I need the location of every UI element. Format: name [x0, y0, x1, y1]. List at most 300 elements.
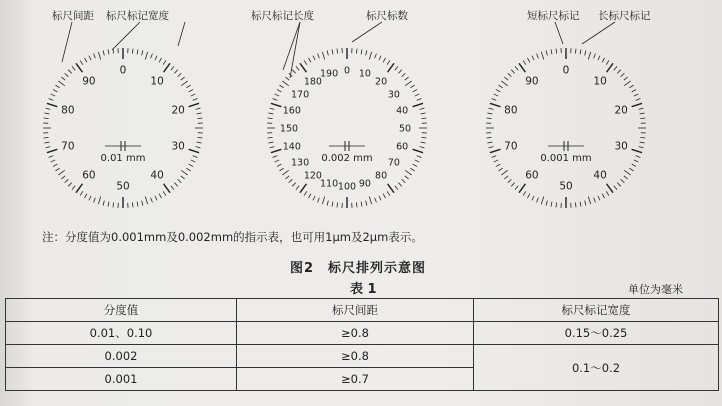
scale-tick: [640, 142, 645, 143]
label-mark-length: 标尺标记长度: [251, 10, 314, 22]
scale-tick: [151, 54, 153, 59]
scale-tick: [282, 81, 288, 86]
scale-tick: [413, 149, 423, 152]
label-short-mark: 短标尺标记: [527, 10, 580, 22]
scale-tick: [282, 170, 288, 175]
scale-tick: [268, 137, 273, 138]
scale-tick: [496, 164, 500, 166]
scale-tick: [405, 77, 409, 80]
scale-tick: [80, 60, 83, 64]
scale-tick: [155, 196, 157, 201]
scale-tick: [421, 142, 426, 143]
scale-tick: [271, 149, 281, 152]
scale-tick: [51, 160, 56, 162]
scale-tick: [504, 77, 508, 80]
dial-numeral: 90: [358, 178, 371, 190]
scale-tick: [556, 49, 557, 54]
scale-tick: [634, 94, 639, 96]
scale-tick: [515, 186, 518, 190]
dial-numeral: 60: [82, 169, 96, 182]
scale-tick: [395, 66, 398, 70]
scale-tick: [629, 168, 633, 171]
scale-tick: [171, 186, 174, 190]
scale-tick: [492, 156, 497, 158]
scale-tick: [413, 103, 423, 106]
scale-tick: [322, 196, 324, 204]
scale-tick: [103, 51, 104, 56]
scale-tick: [145, 196, 147, 204]
scale-tick: [624, 77, 628, 80]
scale-tick: [44, 142, 49, 143]
dial-numeral: 10: [358, 68, 371, 80]
scale-tick: [492, 99, 497, 101]
scale-tick: [602, 194, 604, 198]
scale-tick: [89, 56, 91, 61]
scale-tick: [108, 49, 109, 54]
dial-numeral: 70: [61, 140, 75, 153]
scale-tick: [268, 142, 273, 143]
scale-tick: [61, 176, 65, 179]
scale-tick: [72, 186, 75, 190]
scale-tick: [318, 198, 320, 203]
scale-tick: [181, 176, 185, 179]
scale-tick: [181, 170, 187, 175]
scale-tick: [191, 94, 196, 96]
spec-table: [5, 298, 719, 391]
scale-tick: [145, 52, 147, 60]
dial-numeral: 100: [337, 181, 357, 193]
scale-tick: [551, 49, 552, 54]
dial-numeral: 140: [282, 141, 301, 153]
scale-tick: [580, 202, 581, 207]
scale-tick: [405, 176, 409, 179]
scale-tick: [632, 89, 636, 91]
scale-tick: [369, 52, 371, 60]
scale-tick: [588, 196, 590, 204]
scale-tick: [415, 94, 420, 96]
scale-tick: [606, 191, 609, 195]
scale-tick: [417, 99, 422, 101]
scale-tick: [68, 70, 71, 74]
scale-tick: [487, 137, 492, 138]
dial-numeral: 50: [116, 180, 130, 193]
scale-tick: [189, 103, 199, 106]
scale-tick: [361, 49, 362, 54]
callout-leader: [112, 22, 140, 50]
callout-leader: [352, 22, 382, 42]
header-division: 分度值: [6, 299, 237, 322]
header-spacing: 标尺间距: [237, 299, 474, 322]
figure-caption: 图2 标尺排列示意图: [290, 261, 427, 276]
scale-tick: [508, 73, 512, 76]
scale-tick: [174, 183, 177, 187]
scale-tick: [614, 66, 617, 70]
scale-tick: [47, 149, 57, 152]
scale-tick: [413, 164, 417, 166]
scale-tick: [594, 54, 596, 59]
scale-tick: [383, 58, 385, 62]
scale-tick: [76, 63, 82, 72]
dial-numeral: 40: [150, 169, 164, 182]
scale-tick: [496, 89, 500, 91]
scale-tick: [356, 49, 357, 54]
dial-numeral: 60: [396, 141, 409, 153]
scale-tick: [270, 108, 275, 109]
cell-division: 0.001: [6, 368, 237, 391]
scale-tick: [55, 85, 59, 88]
scale-tick: [275, 94, 280, 96]
scale-tick: [537, 198, 539, 203]
scale-tick: [487, 113, 492, 114]
scale-tick: [332, 49, 333, 54]
scale-tick: [171, 66, 174, 70]
scale-tick: [640, 137, 645, 138]
scale-tick: [634, 160, 639, 162]
scale-tick: [532, 56, 534, 61]
scale-tick: [65, 73, 69, 76]
scale-tick: [607, 184, 613, 193]
dial-numeral: 0: [343, 65, 351, 77]
scale-tick: [420, 108, 425, 109]
scale-tick: [189, 164, 193, 166]
scale-tick: [292, 70, 295, 74]
scale-tick: [405, 170, 411, 175]
scale-tick: [296, 66, 299, 70]
dial-numeral: 190: [320, 68, 339, 80]
scale-tick: [546, 201, 547, 206]
scale-tick: [541, 196, 543, 204]
scale-tick: [49, 156, 54, 158]
scale-tick: [402, 73, 406, 76]
scale-tick: [337, 49, 338, 54]
scale-tick: [551, 202, 552, 207]
scale-tick: [489, 147, 494, 148]
scale-tick: [585, 51, 586, 56]
scale-tick: [275, 160, 280, 162]
scale-tick: [163, 60, 166, 64]
scale-tick: [501, 81, 507, 86]
scale-tick: [137, 202, 138, 207]
scale-tick: [196, 108, 201, 109]
scale-tick: [53, 164, 57, 166]
scale-tick: [639, 147, 644, 148]
scale-tick: [327, 201, 328, 206]
scale-tick: [89, 196, 91, 201]
scale-tick: [511, 183, 514, 187]
scale-tick: [159, 58, 161, 62]
scale-tick: [498, 168, 502, 171]
scale-tick: [410, 85, 414, 88]
scale-tick: [98, 52, 100, 60]
scale-tick: [58, 81, 64, 86]
dial-numeral: 60: [525, 169, 539, 182]
dial-numeral: 20: [171, 104, 185, 117]
label-numerals: 标尺标数: [366, 10, 408, 22]
dial-numeral: 40: [593, 169, 607, 182]
scale-tick: [501, 170, 507, 175]
scale-tick: [132, 202, 133, 207]
scale-tick: [498, 85, 502, 88]
scale-tick: [271, 103, 281, 106]
scale-tick: [94, 54, 96, 59]
scale-tick: [304, 60, 307, 64]
scale-tick: [639, 108, 644, 109]
scale-tick: [273, 156, 278, 158]
scale-tick: [304, 191, 307, 195]
scale-tick: [490, 103, 500, 106]
scale-tick: [402, 179, 406, 182]
dial-numeral: 10: [593, 75, 607, 88]
scale-tick: [142, 201, 143, 206]
scale-tick: [632, 164, 636, 166]
cell-spacing: ≥0.8: [237, 345, 474, 368]
dial-numeral: 10: [150, 75, 164, 88]
scale-tick: [279, 168, 283, 171]
scale-tick: [523, 191, 526, 195]
table-unit: 单位为毫米: [628, 283, 683, 296]
label-spacing: 标尺间距: [52, 10, 94, 22]
scale-tick: [632, 103, 642, 106]
scale-tick: [556, 202, 557, 207]
scale-tick: [113, 202, 114, 207]
scale-tick: [49, 99, 54, 101]
scale-tick: [594, 198, 596, 203]
label-mark-width: 标尺标记宽度: [106, 10, 169, 22]
scale-tick: [163, 191, 166, 195]
cell-spacing: ≥0.7: [237, 368, 474, 391]
cell-spacing: ≥0.8: [237, 322, 474, 345]
scale-tick: [84, 194, 86, 198]
scale-tick: [308, 194, 310, 198]
dial-numeral: 50: [559, 180, 573, 193]
scale-tick: [585, 201, 586, 206]
scale-tick: [51, 94, 56, 96]
dial-numeral: 90: [525, 75, 539, 88]
scale-tick: [186, 85, 190, 88]
cell-width: 0.15～0.25: [474, 322, 719, 345]
scale-tick: [308, 58, 310, 62]
dial-numeral: 120: [303, 170, 322, 182]
scale-tick: [508, 179, 512, 182]
scale-tick: [388, 184, 394, 193]
scale-tick: [285, 176, 289, 179]
figure-note: 注：分度值为0.001mm及0.002mm的指示表，也可用1μm及2μm表示。: [42, 230, 423, 244]
scale-tick: [617, 183, 620, 187]
scale-tick: [541, 52, 543, 60]
scale-tick: [47, 103, 57, 106]
scale-tick: [588, 52, 590, 60]
scale-tick: [621, 73, 625, 76]
scale-tick: [532, 196, 534, 201]
scale-tick: [270, 147, 275, 148]
scale-tick: [332, 202, 333, 207]
scale-tick: [68, 183, 71, 187]
dial-numeral: 70: [387, 157, 400, 169]
scale-tick: [197, 113, 202, 114]
scale-tick: [395, 186, 398, 190]
scale-tick: [137, 49, 138, 54]
scale-tick: [607, 63, 613, 72]
scale-tick: [178, 73, 182, 76]
scale-tick: [197, 137, 202, 138]
cell-width: 0.1～0.2: [474, 345, 719, 391]
scale-tick: [489, 108, 494, 109]
dial-numeral: 150: [279, 123, 299, 135]
scale-tick: [151, 198, 153, 203]
scale-tick: [421, 113, 426, 114]
scale-tick: [181, 81, 187, 86]
scale-tick: [515, 66, 518, 70]
scale-tick: [398, 183, 401, 187]
dial-unit-label: 0.01 mm: [100, 153, 146, 164]
scale-tick: [268, 113, 273, 114]
scale-tick: [193, 99, 198, 101]
scale-tick: [197, 142, 202, 143]
scale-tick: [388, 63, 394, 72]
table-title: 表 1: [350, 282, 377, 297]
dial-numeral: 80: [61, 104, 75, 117]
scale-tick: [602, 58, 604, 62]
callout-leader: [178, 22, 185, 46]
table-row: [6, 322, 719, 345]
dial-numeral: 80: [375, 170, 388, 182]
scale-tick: [629, 85, 633, 88]
scale-tick: [80, 191, 83, 195]
scale-tick: [197, 118, 202, 119]
scale-tick: [285, 77, 289, 80]
scale-tick: [636, 99, 641, 101]
scale-tick: [289, 179, 293, 182]
scale-tick: [369, 196, 371, 204]
scale-tick: [268, 118, 273, 119]
scale-tick: [313, 196, 315, 201]
scale-tick: [640, 113, 645, 114]
scale-tick: [58, 170, 64, 175]
label-long-mark: 长标尺标记: [598, 10, 651, 22]
scale-tick: [65, 179, 69, 182]
scale-tick: [598, 196, 600, 201]
scale-tick: [181, 77, 185, 80]
scale-tick: [490, 149, 500, 152]
dial-unit-label: 0.002 mm: [321, 153, 373, 164]
dial-numeral: 170: [291, 89, 310, 101]
dial-numeral: 130: [291, 157, 310, 169]
scale-tick: [375, 198, 377, 203]
scale-tick: [108, 202, 109, 207]
scale-tick: [292, 183, 295, 187]
dial-numeral: 20: [375, 76, 388, 88]
scale-tick: [318, 54, 320, 59]
scale-tick: [361, 202, 362, 207]
scale-tick: [410, 168, 414, 171]
dial-numeral: 70: [504, 140, 518, 153]
table-header-row: [6, 299, 719, 322]
cell-division: 0.01、0.10: [6, 322, 237, 345]
scale-tick: [277, 89, 281, 91]
scale-tick: [44, 118, 49, 119]
scale-tick: [379, 196, 381, 201]
scale-tick: [420, 147, 425, 148]
scale-tick: [46, 108, 51, 109]
scale-tick: [494, 94, 499, 96]
scale-tick: [421, 137, 426, 138]
scale-tick: [300, 184, 306, 193]
scale-tick: [617, 70, 620, 74]
scale-tick: [193, 156, 198, 158]
scale-tick: [624, 81, 630, 86]
scale-tick: [580, 49, 581, 54]
scale-tick: [614, 186, 617, 190]
scale-tick: [504, 176, 508, 179]
scale-tick: [405, 81, 411, 86]
scale-tick: [375, 54, 377, 59]
scale-tick: [322, 52, 324, 60]
scale-tick: [519, 184, 525, 193]
scale-tick: [519, 63, 525, 72]
callout-leader: [62, 22, 72, 62]
dial-numeral: 0: [119, 64, 127, 77]
scale-tick: [523, 60, 526, 64]
scale-tick: [546, 51, 547, 56]
scale-tick: [178, 179, 182, 182]
scale-tick: [511, 70, 514, 74]
dial-numeral: 20: [614, 104, 628, 117]
scale-tick: [44, 113, 49, 114]
dial-numeral: 30: [171, 140, 185, 153]
scale-tick: [383, 194, 385, 198]
scale-tick: [398, 70, 401, 74]
scale-tick: [61, 77, 65, 80]
scale-tick: [337, 202, 338, 207]
scale-tick: [575, 49, 576, 54]
scale-tick: [417, 156, 422, 158]
scale-tick: [494, 160, 499, 162]
scale-tick: [191, 160, 196, 162]
dial-numeral: 0: [562, 64, 570, 77]
scale-tick: [46, 147, 51, 148]
scale-tick: [76, 184, 82, 193]
scale-tick: [273, 99, 278, 101]
scale-tick: [487, 142, 492, 143]
scale-tick: [366, 51, 367, 56]
scale-tick: [606, 60, 609, 64]
scale-tick: [387, 191, 390, 195]
scale-tick: [366, 201, 367, 206]
scale-tick: [277, 164, 281, 166]
dial-unit-label: 0.001 mm: [540, 153, 592, 164]
scale-tick: [598, 56, 600, 61]
scale-tick: [296, 186, 299, 190]
scale-tick: [636, 156, 641, 158]
scale-tick: [174, 70, 177, 74]
scale-tick: [164, 63, 170, 72]
cell-division: 0.002: [6, 345, 237, 368]
dial-numeral: 80: [504, 104, 518, 117]
scale-tick: [415, 160, 420, 162]
scale-tick: [186, 168, 190, 171]
scale-tick: [98, 196, 100, 204]
scale-tick: [189, 149, 199, 152]
scale-tick: [103, 201, 104, 206]
scale-tick: [327, 51, 328, 56]
scale-tick: [189, 89, 193, 91]
dial-numeral: 180: [303, 76, 322, 88]
scale-tick: [624, 176, 628, 179]
table-row: [6, 345, 719, 368]
scale-tick: [55, 168, 59, 171]
scale-tick: [379, 56, 381, 61]
scale-tick: [356, 202, 357, 207]
